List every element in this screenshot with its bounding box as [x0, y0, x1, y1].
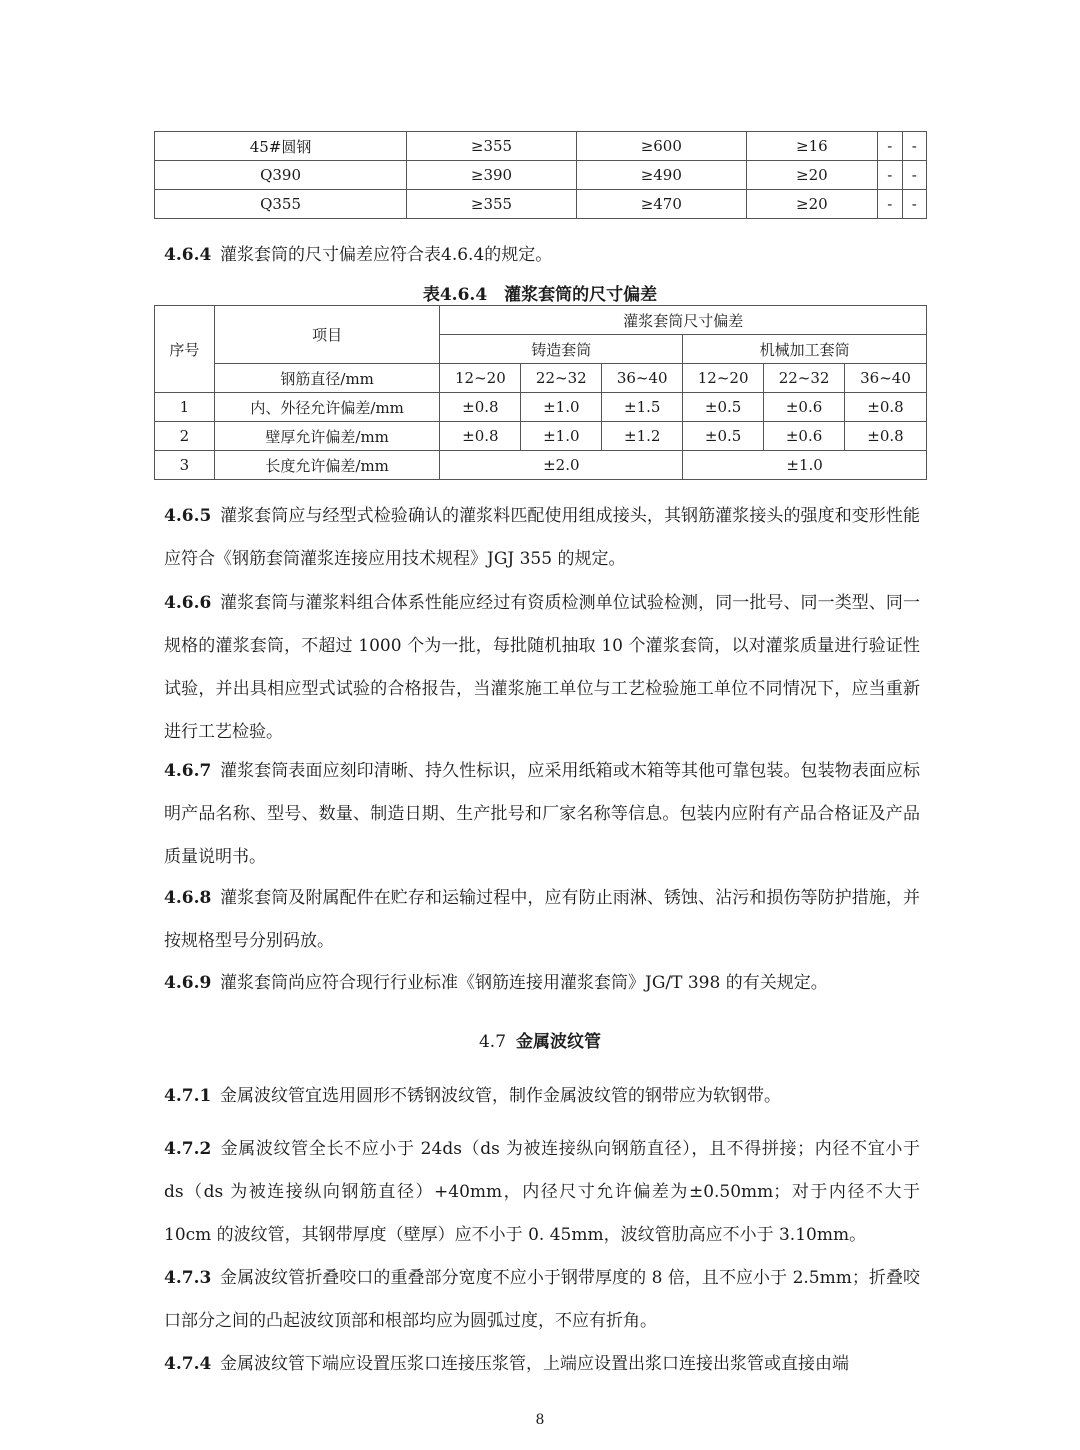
table-cell: ≥355 [407, 190, 577, 219]
header-no: 序号 [155, 306, 215, 393]
clause-text: 灌浆套筒表面应刻印清晰、持久性标识，应采用纸箱或木箱等其他可靠包装。包装物表面应标明产品名称、型号、数量、制造日期、生产批号和厂家名称等信息。包装内应附有产品合格证及产品质量说明书。 [164, 761, 920, 867]
table-header-row [155, 364, 927, 393]
clause-4-7-1 [164, 1075, 920, 1118]
row-no: 2 [155, 422, 215, 451]
value-cell: ±0.6 [764, 422, 845, 451]
clause-number: 4.6.6 [164, 593, 212, 613]
section-name: 金属波纹管 [516, 1032, 602, 1052]
clause-number: 4.6.4 [164, 245, 212, 265]
clause-number: 4.6.8 [164, 888, 212, 908]
value-cell: ±0.8 [845, 393, 927, 422]
clause-4-6-7 [164, 750, 920, 879]
clause-4-7-2 [164, 1128, 920, 1257]
row-item: 内、外径允许偏差/mm [214, 393, 440, 422]
material-table [154, 131, 927, 219]
value-cell: ±1.0 [521, 393, 602, 422]
table-row [155, 393, 927, 422]
table-cell: - [878, 161, 902, 190]
clause-number: 4.6.7 [164, 761, 212, 781]
header-machined: 机械加工套筒 [683, 335, 927, 364]
table-row [155, 132, 927, 161]
clause-text: 金属波纹管下端应设置压浆口连接压浆管，上端应设置出浆口连接出浆管或直接由端 [220, 1354, 849, 1374]
range-cell: 12~20 [440, 364, 521, 393]
value-cell: ±1.0 [521, 422, 602, 451]
clause-number: 4.6.9 [164, 973, 212, 993]
value-cell: ±1.2 [602, 422, 683, 451]
clause-text: 灌浆套筒应与经型式检验确认的灌浆料匹配使用组成接头，其钢筋灌浆接头的强度和变形性能应符合《钢筋套筒灌浆连接应用技术规程》JGJ 355 的规定。 [164, 506, 920, 569]
clause-4-6-8 [164, 877, 920, 963]
clause-text: 灌浆套筒的尺寸偏差应符合表4.6.4的规定。 [220, 245, 553, 265]
header-cast: 铸造套筒 [440, 335, 683, 364]
clause-4-6-9 [164, 962, 920, 1005]
clause-4-6-6 [164, 582, 920, 754]
range-cell: 22~32 [521, 364, 602, 393]
table-cell: - [902, 132, 926, 161]
value-cell: ±1.5 [602, 393, 683, 422]
clause-text: 金属波纹管折叠咬口的重叠部分宽度不应小于钢带厚度的 8 倍，且不应小于 2.5mm；折叠咬口部分之间的凸起波纹顶部和根部均应为圆弧过度，不应有折角。 [164, 1268, 920, 1331]
table-row [155, 451, 927, 480]
table-header-row [155, 306, 927, 335]
clause-text: 灌浆套筒及附属配件在贮存和运输过程中，应有防止雨淋、锈蚀、沾污和损伤等防护措施，并按规格型号分别码放。 [164, 888, 920, 951]
table-row [155, 161, 927, 190]
range-cell: 12~20 [683, 364, 764, 393]
header-item: 项目 [214, 306, 440, 364]
clause-text: 金属波纹管全长不应小于 24ds（ds 为被连接纵向钢筋直径），且不得拼接；内径不宜小于 ds（ds 为被连接纵向钢筋直径）+40mm，内径尺寸允许偏差为±0.50mm；对于内径不大于 10cm 的波纹管，其钢带厚度（壁厚）应不小于 0. 45mm，波纹管肋高应不小于 3.10mm。 [164, 1139, 920, 1245]
value-cell: ±2.0 [440, 451, 683, 480]
clause-4-6-5 [164, 495, 920, 581]
section-number: 4.7 [478, 1032, 507, 1052]
row-no: 3 [155, 451, 215, 480]
table-cell: - [902, 161, 926, 190]
table-cell: ≥355 [407, 132, 577, 161]
table-row [155, 422, 927, 451]
clause-number: 4.7.4 [164, 1354, 212, 1374]
table-cell: - [902, 190, 926, 219]
range-cell: 36~40 [602, 364, 683, 393]
clause-number: 4.7.1 [164, 1086, 212, 1106]
clause-number: 4.7.3 [164, 1268, 212, 1288]
table-cell: ≥490 [576, 161, 746, 190]
table-cell: - [878, 132, 902, 161]
table-cell: 45#圆钢 [155, 132, 407, 161]
value-cell: ±0.6 [764, 393, 845, 422]
header-group: 灌浆套筒尺寸偏差 [440, 306, 927, 335]
clause-text: 灌浆套筒尚应符合现行行业标准《钢筋连接用灌浆套筒》JG/T 398 的有关规定。 [220, 973, 828, 993]
value-cell: ±0.5 [683, 393, 764, 422]
page-number: 8 [535, 1412, 545, 1428]
clause-text: 金属波纹管宜选用圆形不锈钢波纹管，制作金属波纹管的钢带应为软钢带。 [220, 1086, 781, 1106]
table-title: 表4.6.4 灌浆套筒的尺寸偏差 [422, 285, 658, 305]
clause-4-6-4 [164, 244, 552, 266]
range-cell: 36~40 [845, 364, 927, 393]
header-diameter: 钢筋直径/mm [214, 364, 440, 393]
table-cell: ≥390 [407, 161, 577, 190]
clause-number: 4.6.5 [164, 506, 212, 526]
section-heading [0, 1027, 1080, 1052]
table-cell: Q390 [155, 161, 407, 190]
range-cell: 22~32 [764, 364, 845, 393]
table-cell: ≥16 [746, 132, 877, 161]
value-cell: ±1.0 [683, 451, 927, 480]
table-cell: ≥600 [576, 132, 746, 161]
value-cell: ±0.8 [440, 422, 521, 451]
table-cell: ≥470 [576, 190, 746, 219]
value-cell: ±0.8 [440, 393, 521, 422]
clause-4-7-3 [164, 1257, 920, 1343]
clause-4-7-4 [164, 1343, 920, 1386]
table-cell: - [878, 190, 902, 219]
table-cell: Q355 [155, 190, 407, 219]
row-item: 长度允许偏差/mm [214, 451, 440, 480]
table-cell: ≥20 [746, 190, 877, 219]
table-row [155, 190, 927, 219]
row-no: 1 [155, 393, 215, 422]
row-item: 壁厚允许偏差/mm [214, 422, 440, 451]
value-cell: ±0.8 [845, 422, 927, 451]
table-cell: ≥20 [746, 161, 877, 190]
clause-text: 灌浆套筒与灌浆料组合体系性能应经过有资质检测单位试验检测，同一批号、同一类型、同一规格的灌浆套筒，不超过 1000 个为一批，每批随机抽取 10 个灌浆套筒，以对灌浆质量进行验证性试验，并出具相应型式试验的合格报告，当灌浆施工单位与工艺检验施工单位不同情况下，应当重新进行工艺检验。 [164, 593, 920, 742]
clause-number: 4.7.2 [164, 1139, 212, 1159]
sleeve-tolerance-table [154, 305, 927, 480]
value-cell: ±0.5 [683, 422, 764, 451]
